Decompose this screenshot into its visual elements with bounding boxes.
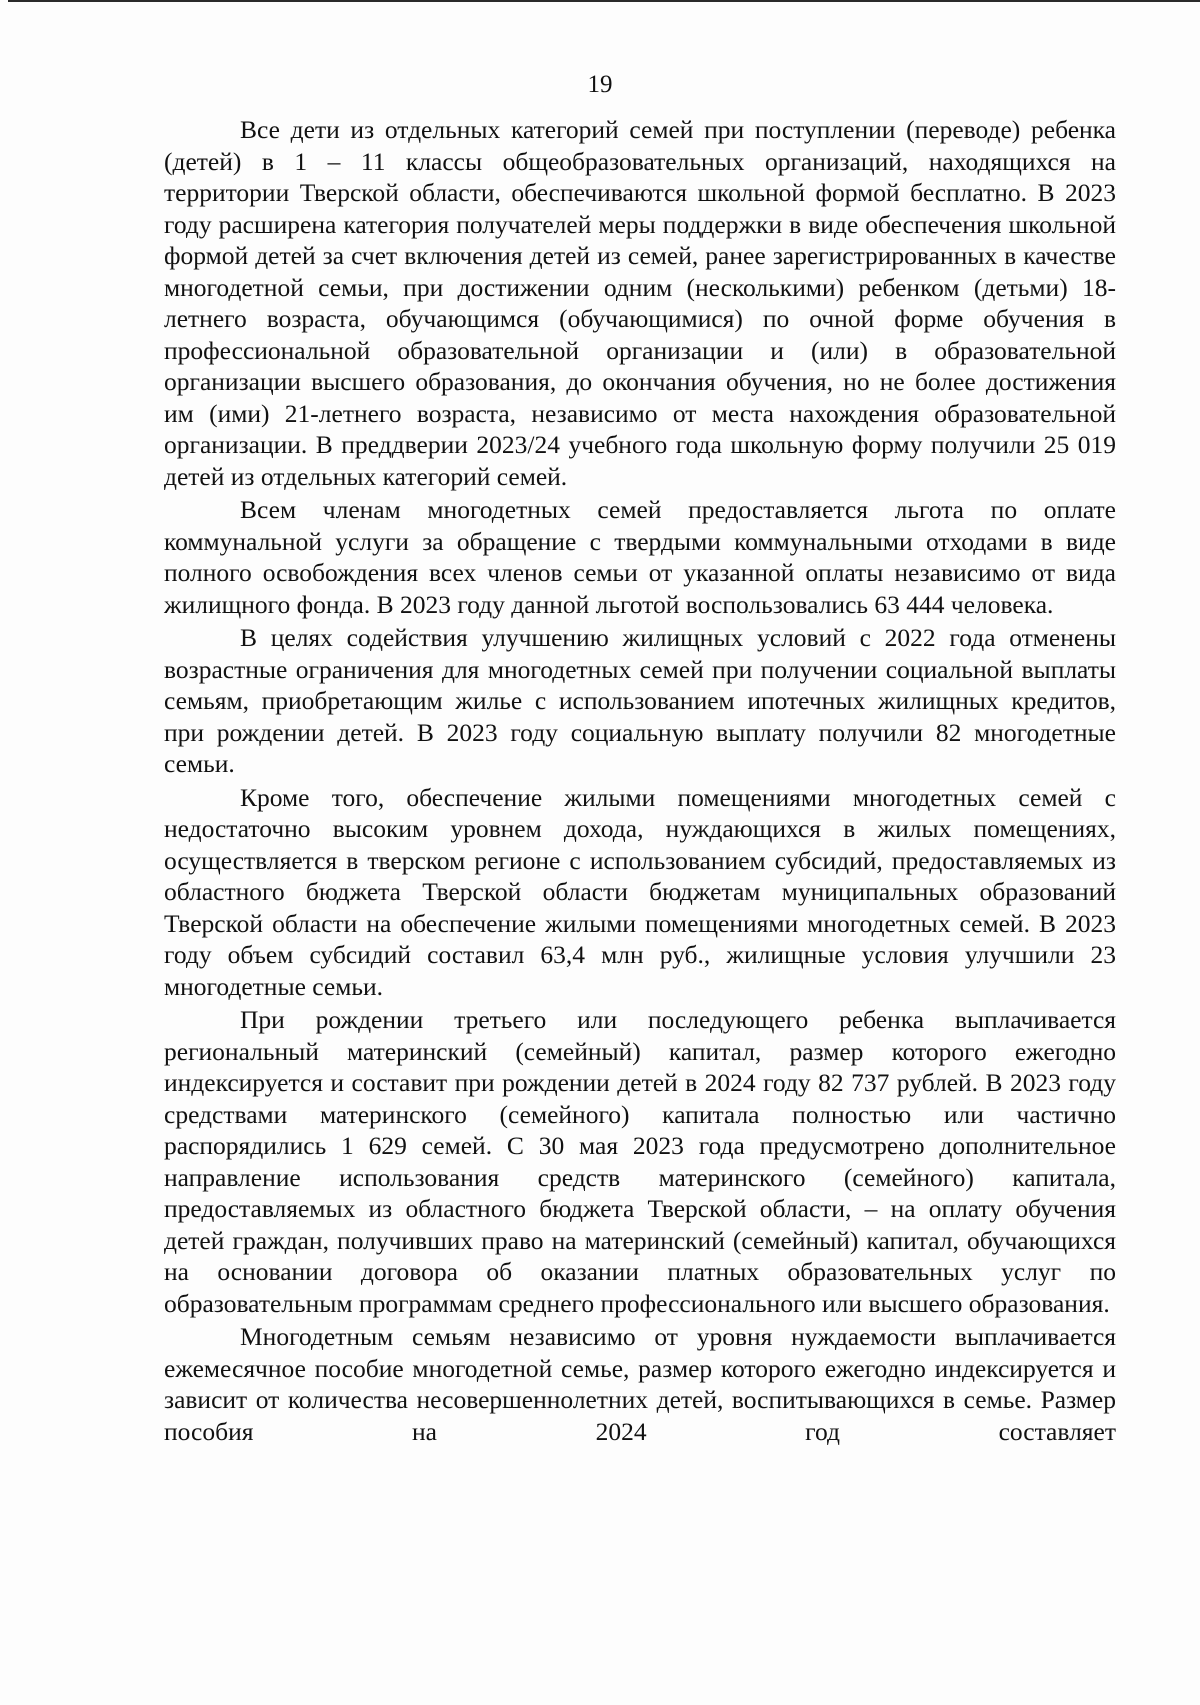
- paragraph-maternity-capital: При рождении третьего или последующего ребенка выплачивается региональный материнский (семейный) капитал, размер которого ежегодно индексируется и составит при рождении детей в 2024 году 82 737 рублей. В 2023 году средствами материнского (семейного) капитала полностью или частично распорядились 1 629 семей. С 30 мая 2023 года предусмотрено дополнительное направление использования средств материнского (семейного) капитала, предоставляемых из областного бюджета Тверской области, – на оплату обучения детей граждан, получивших право на материнский (семейный) капитал, обучающихся на основании договора об оказании платных образовательных услуг по образовательным программам среднего профессионального или высшего образования.: [164, 1005, 1116, 1318]
- paragraph-school-uniform: Все дети из отдельных категорий семей при поступлении (переводе) ребенка (детей) в 1 – 11 классы общеобразовательных организаций, находящихся на территории Тверской области, обеспечиваются школьной формой бесплатно. В 2023 году расширена категория получателей меры поддержки в виде обеспечения школьной формой детей за счет включения детей из семей, ранее зарегистрированных в качестве многодетной семьи, при достижении одним (несколькими) ребенком (детьми) 18-летнего возраста, обучающимся (обучающимися) по очной форме обучения в профессиональной образовательной организации и (или) в образовательной организации высшего образования, до окончания обучения, но не более достижения им (ими) 21-летнего возраста, независимо от места нахождения образовательной организации. В преддверии 2023/24 учебного года школьную форму получили 25 019 детей из отдельных категорий семей.: [164, 115, 1116, 491]
- paragraph-housing-subsidies: Кроме того, обеспечение жилыми помещениями многодетных семей с недостаточно высоким уровнем дохода, нуждающихся в жилых помещениях, осуществляется в тверском регионе с использованием субсидий, предоставляемых из областного бюджета Тверской области бюджетам муниципальных образований Тверской области на обеспечение жилыми помещениями многодетных семей. В 2023 году объем субсидий составил 63,4 млн руб., жилищные условия улучшили 23 многодетные семьи.: [164, 782, 1116, 1001]
- paragraph-monthly-allowance: Многодетным семьям независимо от уровня нуждаемости выплачивается ежемесячное пособие многодетной семье, размер которого ежегодно индексируется и зависит от количества несовершеннолетних детей, воспитывающихся в семье. Размер пособия на 2024 год составляет: [164, 1322, 1116, 1446]
- document-body: [164, 114, 1116, 1449]
- paragraph-housing-payment: В целях содействия улучшению жилищных условий с 2022 года отменены возрастные ограничения для многодетных семей при получении социальной выплаты семьям, приобретающим жилье с использованием ипотечных жилищных кредитов, при рождении детей. В 2023 году социальную выплату получили 82 многодетные семьи.: [164, 623, 1116, 778]
- paragraph-waste-benefit: Всем членам многодетных семей предоставляется льгота по оплате коммунальной услуги за обращение с твердыми коммунальными отходами в виде полного освобождения всех членов семьи от указанной оплаты независимо от вида жилищного фонда. В 2023 году данной льготой воспользовались 63 444 человека.: [164, 495, 1116, 619]
- page-top-edge: [8, 0, 1200, 2]
- page-number: 19: [587, 71, 613, 98]
